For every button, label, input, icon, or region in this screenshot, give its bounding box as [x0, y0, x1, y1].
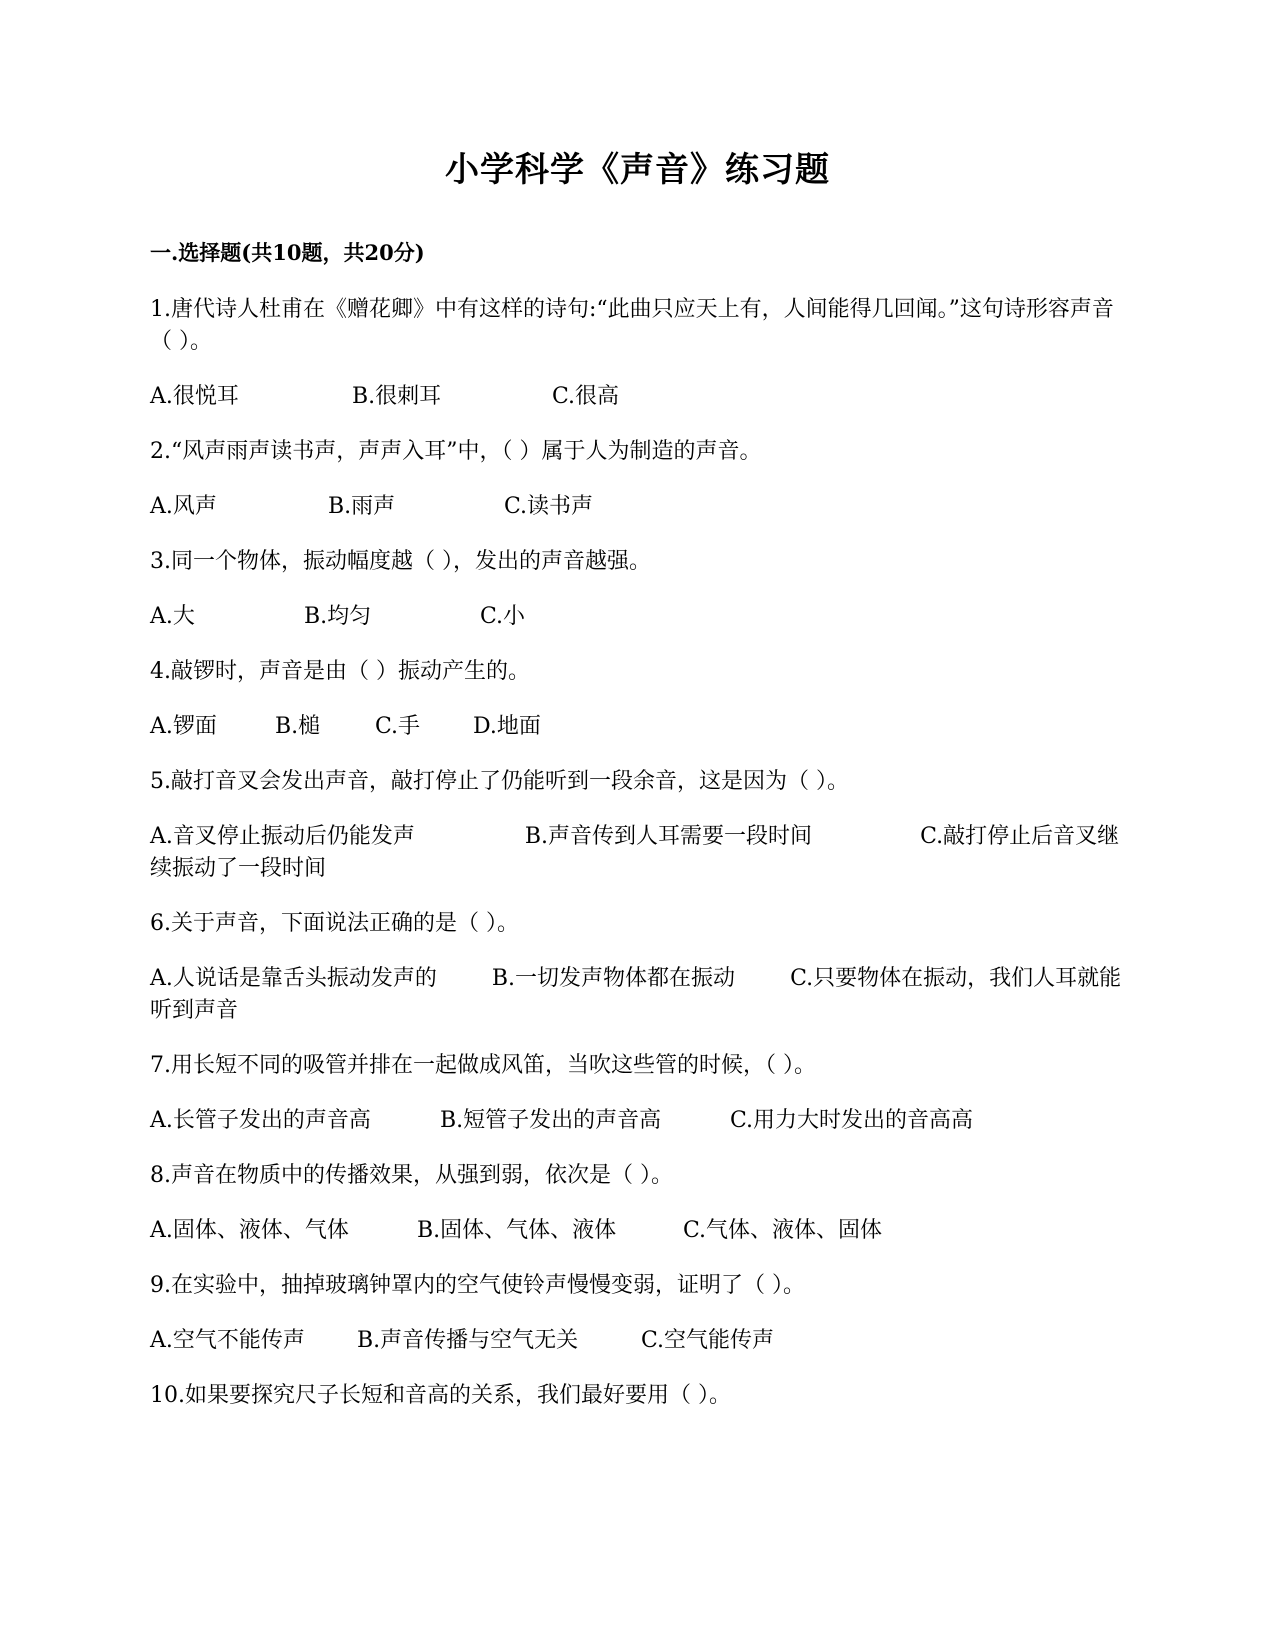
- option-c: C.气体、液体、固体: [683, 1218, 883, 1243]
- question-10: 10.如果要探究尺子长短和音高的关系，我们最好要用（ ）。: [150, 1383, 731, 1408]
- option-b: B.很刺耳: [352, 384, 442, 409]
- option-a: A.风声: [150, 494, 217, 519]
- option-c: C.手: [375, 714, 421, 739]
- option-b: B.一切发声物体都在振动: [491, 966, 736, 991]
- options-5: [150, 821, 1125, 885]
- option-a: A.固体、液体、气体: [150, 1218, 349, 1243]
- section-heading: 一.选择题(共10题，共20分): [150, 240, 425, 265]
- question-6: 6.关于声音，下面说法正确的是（ ）。: [150, 911, 519, 936]
- option-c: C.只要物体在振动，我们人耳就能听到声音: [150, 966, 1122, 1023]
- option-a: A.锣面: [150, 714, 217, 739]
- options-7: [150, 1105, 1125, 1137]
- question-8: 8.声音在物质中的传播效果，从强到弱，依次是（ ）。: [150, 1163, 673, 1188]
- question-9: 9.在实验中，抽掉玻璃钟罩内的空气使铃声慢慢变弱，证明了（ ）。: [150, 1273, 805, 1298]
- page-title: 小学科学《声音》练习题: [445, 150, 830, 190]
- option-b: B.雨声: [328, 494, 396, 519]
- question-2: 2.“风声雨声读书声，声声入耳”中，（ ）属于人为制造的声音。: [150, 439, 762, 464]
- option-c: C.读书声: [504, 494, 594, 519]
- option-b: B.声音传播与空气无关: [357, 1328, 579, 1353]
- options-9: [150, 1325, 1125, 1357]
- option-a: A.很悦耳: [150, 384, 239, 409]
- option-b: B.均匀: [304, 604, 372, 629]
- option-a: A.大: [150, 604, 195, 629]
- question-7: 7.用长短不同的吸管并排在一起做成风笛，当吹这些管的时候，（ ）。: [150, 1053, 816, 1078]
- option-b: B.槌: [275, 714, 321, 739]
- option-c: C.小: [480, 604, 526, 629]
- option-c: C.空气能传声: [641, 1328, 775, 1353]
- options-6: [150, 963, 1125, 1027]
- option-a: A.空气不能传声: [150, 1328, 305, 1353]
- options-3: [150, 601, 1125, 633]
- question-5: 5.敲打音叉会发出声音，敲打停止了仍能听到一段余音，这是因为（ ）。: [150, 769, 849, 794]
- option-b: B.短管子发出的声音高: [440, 1108, 662, 1133]
- option-d: D.地面: [473, 714, 541, 739]
- question-3: 3.同一个物体，振动幅度越（ ），发出的声音越强。: [150, 549, 651, 574]
- option-a: A.人说话是靠舌头振动发声的: [150, 966, 437, 991]
- option-a: A.音叉停止振动后仍能发声: [150, 824, 415, 849]
- option-a: A.长管子发出的声音高: [150, 1108, 371, 1133]
- options-2: [150, 491, 1125, 523]
- option-b: B.声音传到人耳需要一段时间: [524, 824, 813, 849]
- options-8: [150, 1215, 1125, 1247]
- option-b: B.固体、气体、液体: [417, 1218, 617, 1243]
- option-c: C.敲打停止后音叉继续振动了一段时间: [150, 824, 1120, 881]
- option-c: C.用力大时发出的音高高: [730, 1108, 974, 1133]
- options-1: [150, 381, 1125, 413]
- options-4: [150, 711, 1125, 743]
- question-1: 1.唐代诗人杜甫在《赠花卿》中有这样的诗句:“此曲只应天上有，人间能得几回闻。”这句诗形容声音（ ）。: [150, 297, 1114, 354]
- question-4: 4.敲锣时，声音是由（ ）振动产生的。: [150, 659, 530, 684]
- option-c: C.很高: [552, 384, 620, 409]
